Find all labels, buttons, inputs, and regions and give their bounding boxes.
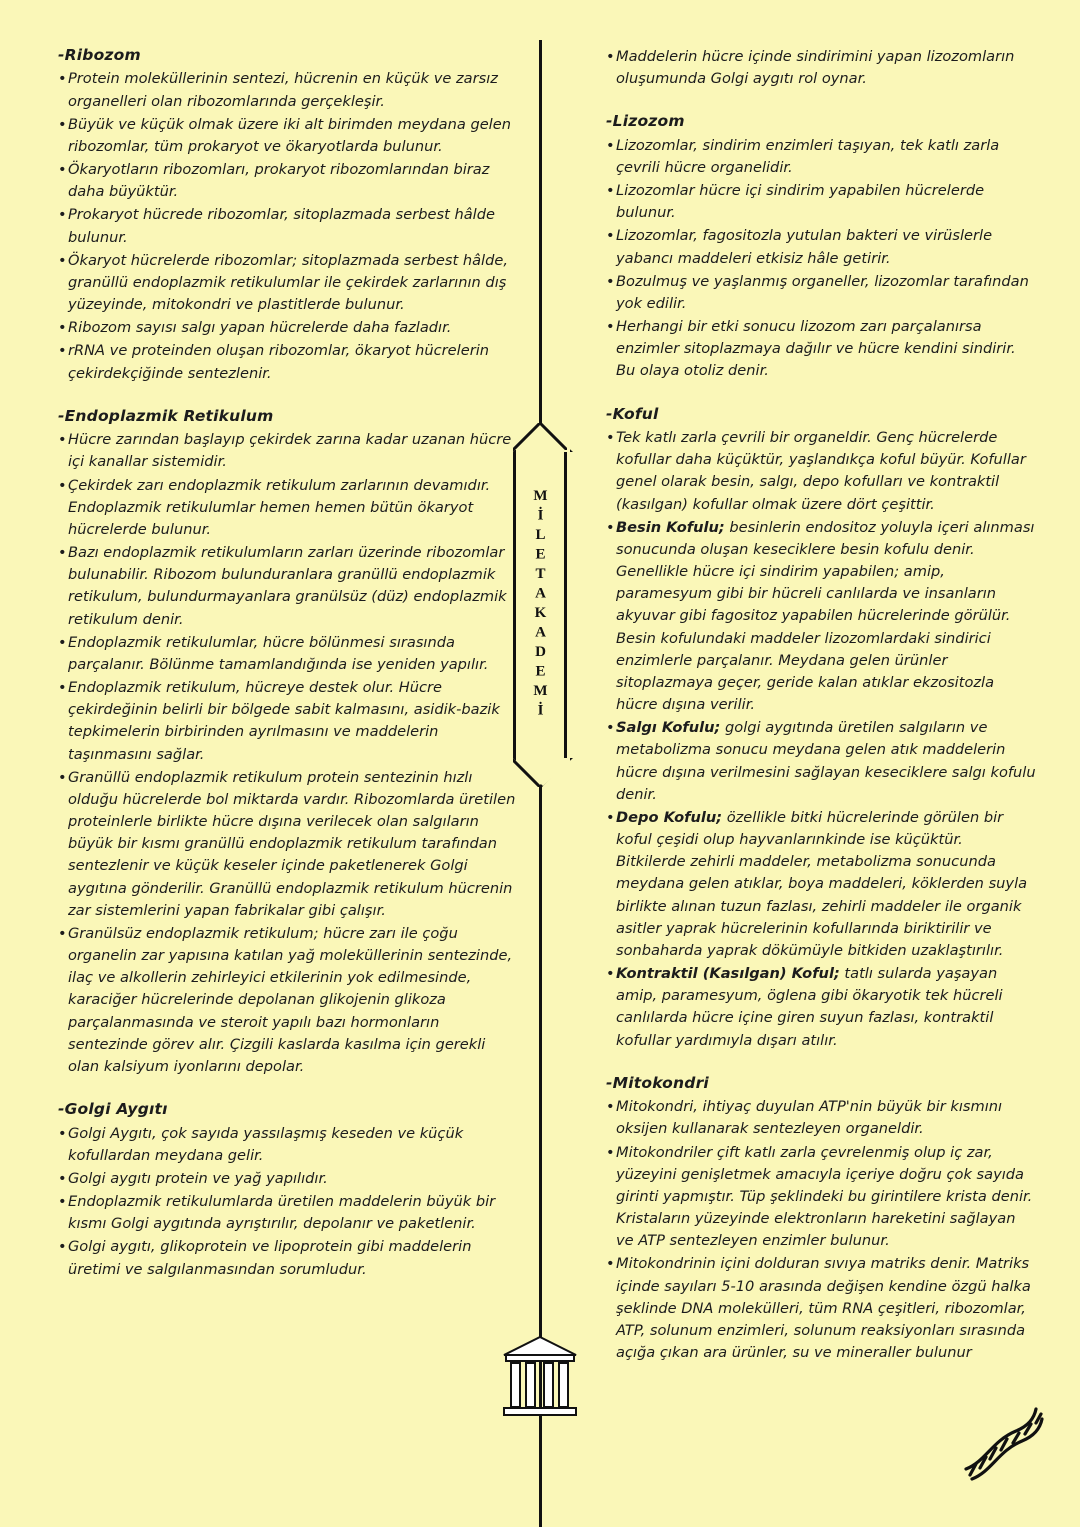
list-item: • Lizozomlar, fagositozla yutulan bakteri ve virüslerle yabancı maddeleri etkisiz hâle getirir. — [606, 225, 1036, 269]
list-item: • Mitokondriler çift katlı zarla çevrelenmiş olup iç zar, yüzeyini genişletmek amacıyla içeriye doğru çok sayıda girinti yapmıştır. Tüp şeklindeki bu girintilere krista denir. Kristaların yüzeyinde elektronların hareketini sağlayan ve ATP sentezleyen enzimler bulunur. — [606, 1142, 1036, 1253]
list-item: • Depo Kofulu; özellikle bitki hücrelerinde görülen bir koful çeşidi olup hayvanlarınkinde ise küçüktür. Bitkilerde zehirli maddeler, metabolizma sonucunda meydana gelen atıklar, boya maddeleri, köklerden suyla birlikte alınan tuzun fazlası, zehirli maddeler ile organik asitler yaprak hücrelerinin kofullarında biriktirilir ve sonbaharda yaprak dökümüyle bitkiden uzaklaştırılır. — [606, 807, 1036, 962]
section-endoplazmik-retikulum — [58, 407, 518, 1078]
section-bullet-list — [606, 135, 1036, 383]
list-item: • Tek katlı zarla çevrili bir organeldir. Genç hücrelerde kofullar daha küçüktür, yaşlandıkça koful büyür. Kofullar genel olarak besin, salgı, depo kofulları ve kontraktil (kasılgan) kofullar olmak üzere dört çeşittir. — [606, 427, 1036, 516]
list-item: • Golgi aygıtı protein ve yağ yapılıdır. — [58, 1168, 518, 1190]
right-column — [606, 46, 1036, 1527]
section-bullet-list — [606, 427, 1036, 1052]
list-item: • Maddelerin hücre içinde sindirimini yapan lizozomların oluşumunda Golgi aygıtı rol oynar. — [606, 46, 1036, 90]
list-item: • Endoplazmik retikulumlar, hücre bölünmesi sırasında parçalanır. Bölünme tamamlandığında ise yeniden yapılır. — [58, 632, 518, 676]
list-item: • Ökaryot hücrelerde ribozomlar; sitoplazmada serbest hâlde, granüllü endoplazmik retikulumlar ile çekirdek zarlarının dış yüzeyinde, mitokondri ve plastitlerde bulunur. — [58, 250, 518, 317]
list-item: • Endoplazmik retikulum, hücreye destek olur. Hücre çekirdeğinin belirli bir bölgede sabit kalmasını, asidik-bazik tepkimelerin birbirinden ayrılmasını ve maddelerin taşınmasını sağlar. — [58, 677, 518, 766]
list-item: • Büyük ve küçük olmak üzere iki alt birimden meydana gelen ribozomlar, tüm prokaryot ve ökaryotlarda bulunur. — [58, 114, 518, 158]
list-item: • Mitokondrinin içini dolduran sıvıya matriks denir. Matriks içinde sayıları 5-10 arasında değişen kendine özgü halka şeklinde DNA molekülleri, tüm RNA çeşitleri, ribozomlar, ATP, solunum enzimleri, solunum reaksiyonları sırasında açığa çıkan ara ürünler, su ve mineraller bulunur — [606, 1253, 1036, 1364]
list-item: • Ribozom sayısı salgı yapan hücrelerde daha fazladır. — [58, 317, 518, 339]
list-item: • Lizozomlar hücre içi sindirim yapabilen hücrelerde bulunur. — [606, 180, 1036, 224]
section-bullet-list — [606, 1096, 1036, 1364]
section-koful — [606, 405, 1036, 1052]
list-item: • Hücre zarından başlayıp çekirdek zarına kadar uzanan hücre içi kanallar sistemidir. — [58, 429, 518, 473]
list-item: • Bozulmuş ve yaşlanmış organeller, lizozomlar tarafından yok edilir. — [606, 271, 1036, 315]
list-item: • Protein moleküllerinin sentezi, hücrenin en küçük ve zarsız organelleri olan ribozomlarında gerçekleşir. — [58, 68, 518, 112]
list-item: • Herhangi bir etki sonucu lizozom zarı parçalanırsa enzimler sitoplazmaya dağılır ve hücre kendini sindirir. Bu olaya otoliz denir. — [606, 316, 1036, 383]
section-bullet-list — [58, 1123, 518, 1281]
section-mitokondri — [606, 1074, 1036, 1364]
section-golgi-aygiti — [58, 1100, 518, 1281]
brand-text: MİLETAKADEMİ — [532, 488, 549, 722]
list-item: • Golgi aygıtı, glikoprotein ve lipoprotein gibi maddelerin üretimi ve salgılanmasından sorumludur. — [58, 1236, 518, 1280]
section-heading: -Ribozom — [58, 46, 141, 64]
list-item: • Salgı Kofulu; golgi aygıtında üretilen salgıların ve metabolizma sonucu meydana gelen atık maddelerin hücre dışına verilmesini sağlayan keseciklere salgı kofulu denir. — [606, 717, 1036, 806]
list-item: • Besin Kofulu; besinlerin endositoz yoluyla içeri alınması sonucunda oluşan keseciklere besin kofulu denir. Genellikle hücre içi sindirim yapabilen; amip, paramesyum gibi bir hücreli canlılarda ve insanların akyuvar gibi fagositoz yapabilen hücrelerinde görülür. Besin kofulundaki maddeler lizozomlardaki sindirici enzimlerle parçalanır. Meydana gelen ürünler sitoplazmaya geçer, geride kalan atıklar ekzositozla hücre dışına verilir. — [606, 517, 1036, 717]
list-item: • Endoplazmik retikulumlarda üretilen maddelerin büyük bir kısmı Golgi aygıtında ayrıştırılır, depolanır ve paketlenir. — [58, 1191, 518, 1235]
list-item: • Çekirdek zarı endoplazmik retikulum zarlarının devamıdır. Endoplazmik retikulumlar hemen hemen bütün ökaryot hücrelerde bulunur. — [58, 475, 518, 542]
dna-helix-icon — [958, 1401, 1050, 1493]
section-bullet-list — [58, 429, 518, 1078]
list-item: • Golgi Aygıtı, çok sayıda yassılaşmış keseden ve küçük kofullardan meydana gelir. — [58, 1123, 518, 1167]
section-ribozom — [58, 46, 518, 385]
two-column-body — [0, 46, 1080, 1527]
list-item: • Mitokondri, ihtiyaç duyulan ATP'nin büyük bir kısmını oksijen kullanarak sentezleyen organeldir. — [606, 1096, 1036, 1140]
list-item: • Kontraktil (Kasılgan) Koful; tatlı sularda yaşayan amip, paramesyum, öglena gibi ökaryotik tek hücreli canlılarda hücre içine giren suyun fazlası, kontraktil kofullar yardımıyla dışarı atılır. — [606, 963, 1036, 1052]
section-heading: -Golgi Aygıtı — [58, 1100, 168, 1119]
list-item: • Granüllü endoplazmik retikulum protein sentezinin hızlı olduğu hücrelerde bol miktarda vardır. Ribozomlarda üretilen proteinlerle birlikte hücre dışına verilecek olan salgıların büyük bir kısmı granüllü endoplazmik retikulum tarafından sentezlenir ve küçük keseler içinde paketlenerek Golgi aygıtına gönderilir. Granüllü endoplazmik retikulum hücrenin zar sistemlerini yapan fabrikalar gibi çalışır. — [58, 767, 518, 922]
temple-logo-icon — [502, 1335, 578, 1421]
list-item: • Granülsüz endoplazmik retikulum; hücre zarı ile çoğu organelin zar yapısına katılan yağ moleküllerinin sentezinde, ilaç ve alkollerin zehirleyici etkilerinin yok edilmesinde, karaciğer hücrelerinde depolanan glikojenin glikoza parçalanmasında ve steroit yapılı bazı hormonların sentezinde görev alır. Çizgili kaslarda kasılma için gerekli olan kalsiyum iyonlarını depolar. — [58, 923, 518, 1078]
list-item: • Lizozomlar, sindirim enzimleri taşıyan, tek katlı zarla çevrili hücre organelidir. — [606, 135, 1036, 179]
list-item: • Ökaryotların ribozomları, prokaryot ribozomlarından biraz daha büyüktür. — [58, 159, 518, 203]
section-bullet-list — [58, 68, 518, 384]
section-heading: -Lizozom — [606, 112, 685, 131]
list-item: • Bazı endoplazmik retikulumların zarları üzerinde ribozomlar bulunabilir. Ribozom bulunduranlara granüllü endoplazmik retikulum, bulundurmayanlara granülsüz (düz) endoplazmik retikulum denir. — [58, 542, 518, 631]
section-lizozom — [606, 112, 1036, 382]
list-item: • rRNA ve proteinden oluşan ribozomlar, ökaryot hücrelerin çekirdekçiğinde sentezlenir. — [58, 340, 518, 384]
section-heading: -Mitokondri — [606, 1073, 709, 1092]
section-heading: -Endoplazmik Retikulum — [58, 406, 274, 425]
section-intro-lizozom-link — [606, 46, 1036, 90]
section-heading: -Koful — [606, 404, 659, 423]
section-bullet-list — [606, 46, 1036, 90]
left-column — [58, 46, 518, 1527]
list-item: • Prokaryot hücrede ribozomlar, sitoplazmada serbest hâlde bulunur. — [58, 204, 518, 248]
